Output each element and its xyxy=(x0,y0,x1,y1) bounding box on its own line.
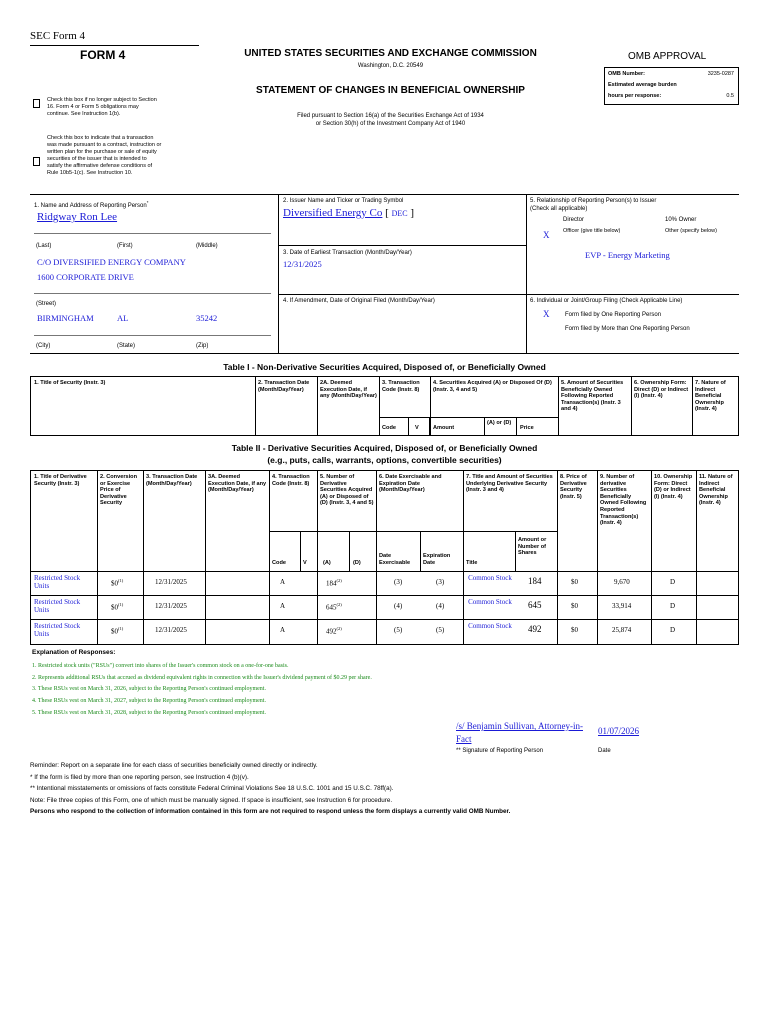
t2-col-conversion: 2. Conversion or Exercise Price of Derivative Security xyxy=(100,474,137,507)
divider xyxy=(34,293,271,294)
issuer-label: 2. Issuer Name and Ticker or Trading Symbol xyxy=(283,198,404,204)
t2-sub-code: Code xyxy=(272,560,286,566)
footer-note-double-star: ** Intentional misstatements or omissions of facts constitute Federal Criminal Violations See 18 U.S.C. 1001 and 15 U.S.C. 78ff(a). xyxy=(30,785,394,792)
section16-text: Check this box if no longer subject to Section 16. Form 4 or Form 5 obligations may continue. See Instruction 1(b). xyxy=(47,97,157,117)
t2-r1-security: Restricted Stock Units xyxy=(34,574,81,590)
table2 xyxy=(30,470,739,645)
t2-r3-price8: $0 xyxy=(571,626,578,634)
t2-col-title: 1. Title of Derivative Security (Instr. 3) xyxy=(34,474,87,487)
section16-checkbox[interactable] xyxy=(33,99,40,108)
form-title: FORM 4 xyxy=(80,48,126,62)
t2-r3-amount: 492 xyxy=(528,624,542,634)
more-person-label: Form filed by More than One Reporting Person xyxy=(565,326,690,332)
relationship-label-2: (Check all applicable) xyxy=(530,206,588,212)
sec-form-label: SEC Form 4 xyxy=(30,30,86,42)
divider xyxy=(278,245,526,246)
ten-pct-owner-label: 10% Owner xyxy=(665,217,697,223)
relationship-label-1: 5. Relationship of Reporting Person(s) to Issuer xyxy=(530,198,657,204)
t2-r2-title: Common Stock xyxy=(468,598,512,606)
reporting-person-name[interactable]: Ridgway Ron Lee xyxy=(37,211,118,223)
signature-date: 01/07/2026 xyxy=(598,726,640,736)
omb-number: 3235-0287 xyxy=(707,71,734,77)
table2-title-2: (e.g., puts, calls, warrants, options, convertible securities) xyxy=(267,455,502,465)
t2-r2-price8: $0 xyxy=(571,602,578,610)
divider xyxy=(30,353,739,354)
t2-r3-owned: 25,874 xyxy=(612,626,632,634)
footer xyxy=(30,760,510,818)
t2-col-ownership: 10. Ownership Form: Direct (D) or Indirect (I) (Instr. 4) xyxy=(654,474,693,500)
filed-pursuant-1: Filed pursuant to Section 16(a) of the Securities Exchange Act of 1934 xyxy=(297,113,484,119)
t2-r2-amount: 645 xyxy=(528,600,542,610)
t2-r2-security: Restricted Stock Units xyxy=(34,598,81,614)
commission-title: UNITED STATES SECURITIES AND EXCHANGE COMMISSION xyxy=(244,48,537,59)
explanation-title: Explanation of Responses: xyxy=(32,649,116,656)
footer-reminder: Reminder: Report on a separate line for each class of securities beneficially owned directly or indirectly. xyxy=(30,762,318,769)
omb-hours-label: hours per response: xyxy=(608,93,662,99)
first-label: (First) xyxy=(117,243,133,249)
explanation-item: 4. These RSUs vest on March 31, 2027, subject to the Reporting Person's continued employment. xyxy=(32,698,266,705)
filing-x: X xyxy=(543,309,550,319)
t2-col-exercisable: 6. Date Exercisable and Expiration Date (Month/Day/Year) xyxy=(379,474,442,494)
explanation-item: 1. Restricted stock units ("RSUs") convert into shares of the Issuer's common stock on a one-for-one basis. xyxy=(32,663,289,669)
table2-title-1: Table II - Derivative Securities Acquired, Disposed of, or Beneficially Owned xyxy=(231,443,538,453)
t2-col-number: 5. Number of Derivative Securities Acquired (A) or Disposed of (D) (Instr. 3, 4 and 5) xyxy=(320,474,374,507)
t1-col-nature: 7. Nature of Indirect Beneficial Ownership (Instr. 4) xyxy=(695,380,726,413)
t2-r2-exp: (4) xyxy=(436,602,445,610)
t2-r3-exp: (5) xyxy=(436,626,445,634)
t2-r2-code: A xyxy=(280,602,286,610)
officer-label: Officer (give title below) xyxy=(563,228,621,234)
t1-col-date: 2. Transaction Date (Month/Day/Year) xyxy=(258,380,310,393)
t1-col-ownership: 6. Ownership Form: Direct (D) or Indirect (I) (Instr. 4) xyxy=(634,380,689,400)
street-label: (Street) xyxy=(36,301,57,307)
t2-col-date: 3. Transaction Date (Month/Day/Year) xyxy=(146,474,198,487)
t2-sub-amount: Amount or Number of Shares xyxy=(518,537,547,557)
t1-sub-amount: Amount xyxy=(433,425,455,431)
omb-burden-label: Estimated average burden xyxy=(608,82,677,88)
form-title-box xyxy=(30,45,199,91)
t2-col-nature: 11. Nature of Indirect Beneficial Ownership (Instr. 4) xyxy=(699,474,733,507)
table1 xyxy=(30,376,739,436)
t2-r1-title: Common Stock xyxy=(468,574,512,582)
t1-col-securities: 4. Securities Acquired (A) or Disposed Of (D) (Instr. 3, 4 and 5) xyxy=(433,380,552,393)
issuer-name[interactable]: Diversified Energy Co xyxy=(283,207,383,219)
t2-r1-owned: 9,670 xyxy=(614,578,630,586)
earliest-date: 12/31/2025 xyxy=(283,259,322,269)
t2-r2-a: 645$^{(2)}$ xyxy=(326,602,342,612)
issuer-ticker: DEC xyxy=(391,209,408,218)
t2-r3-code: A xyxy=(280,626,286,634)
explanation-item: 3. These RSUs vest on March 31, 2026, subject to the Reporting Person's continued employment. xyxy=(32,686,266,693)
omb-number-label: OMB Number: xyxy=(608,71,645,77)
t2-r1-code: A xyxy=(280,578,286,586)
omb-hours: 0.5 xyxy=(726,93,734,99)
footer-note-copies: Note: File three copies of this Form, one of which must be manually signed. If space is insufficient, see Instruction 6 for procedure. xyxy=(30,796,393,804)
t1-col-title: 1. Title of Security (Instr. 3) xyxy=(34,380,106,386)
explanation-list xyxy=(32,661,372,720)
t1-sub-code: Code xyxy=(382,425,396,431)
t2-col-underlying: 7. Title and Amount of Securities Underlying Derivative Security (Instr. 3 and 4) xyxy=(466,474,553,494)
signature-label: ** Signature of Reporting Person xyxy=(456,748,544,754)
t2-sub-date-ex: Date Exercisable xyxy=(379,553,411,566)
t1-col-code: 3. Transaction Code (Instr. 8) xyxy=(382,380,420,393)
t2-col-price: 8. Price of Derivative Security (Instr. 5) xyxy=(560,474,587,500)
divider xyxy=(34,233,271,234)
amendment-label: 4. If Amendment, Date of Original Filed (Month/Day/Year) xyxy=(283,298,435,304)
t2-sub-v: V xyxy=(303,560,307,566)
t2-r2-price: $0$^{(1)}$ xyxy=(111,602,124,612)
address-line-2: 1600 CORPORATE DRIVE xyxy=(37,272,134,282)
city-value: BIRMINGHAM xyxy=(37,313,94,323)
filed-pursuant-2: or Section 30(h) of the Investment Company Act of 1940 xyxy=(315,121,466,127)
t2-r1-amount: 184 xyxy=(528,576,542,586)
t2-sub-title: Title xyxy=(466,560,478,566)
t2-r3-date-ex: (5) xyxy=(394,626,403,634)
signature-name: /s/ Benjamin Sullivan, Attorney-in-Fact xyxy=(456,721,583,744)
state-label: (State) xyxy=(117,343,136,349)
table1-title: Table I - Non-Derivative Securities Acquired, Disposed of, or Beneficially Owned xyxy=(223,362,546,372)
t2-col-owned: 9. Number of derivative Securities Beneficially Owned Following Reported Transaction(s) (Instr. 4) xyxy=(600,474,647,527)
t2-r1-price8: $0 xyxy=(571,578,578,586)
t2-r1-a: 184$^{(2)}$ xyxy=(326,578,342,588)
t2-r2-date-ex: (4) xyxy=(394,602,403,610)
divider xyxy=(30,194,739,195)
t2-r2-owned: 33,914 xyxy=(612,602,632,610)
t2-r1-date: 12/31/2025 xyxy=(155,578,187,586)
t2-r2-form: D xyxy=(670,602,676,610)
one-person-label: Form filed by One Reporting Person xyxy=(565,312,662,318)
t2-col-code: 4. Transaction Code (Instr. 8) xyxy=(272,474,310,487)
statement-title: STATEMENT OF CHANGES IN BENEFICIAL OWNERSHIP xyxy=(256,85,525,96)
t2-r1-price: $0$^{(1)}$ xyxy=(111,578,124,588)
t2-r2-date: 12/31/2025 xyxy=(155,602,187,610)
t2-r3-security: Restricted Stock Units xyxy=(34,622,81,638)
issuer-name-line: Diversified Energy Co [ DEC ] xyxy=(283,207,414,219)
explanation-item: 5. These RSUs vest on March 31, 2028, subject to the Reporting Person's continued employment. xyxy=(32,709,266,716)
t2-r3-title: Common Stock xyxy=(468,622,512,630)
omb-title: OMB APPROVAL xyxy=(628,51,707,62)
explanation-item: 2. Represents additional RSUs that accrued as dividend equivalent rights in connection with the Issuer's dividend payment of $0.29 per share. xyxy=(32,674,372,681)
t2-r1-form: D xyxy=(670,578,676,586)
t1-sub-aord: (A) or (D) xyxy=(487,420,512,426)
t2-sub-exp: Expiration Date xyxy=(423,553,451,566)
t2-r1-date-ex: (3) xyxy=(394,578,403,586)
location: Washington, D.C. 20549 xyxy=(357,63,424,69)
t2-col-deemed: 3A. Deemed Execution Date, if any (Month/Day/Year) xyxy=(208,474,267,494)
t2-r3-form: D xyxy=(670,626,676,634)
officer-title: EVP - Energy Marketing xyxy=(585,250,670,260)
rule-10b5-checkbox[interactable] xyxy=(33,157,40,166)
zip-label: (Zip) xyxy=(196,343,209,349)
last-label: (Last) xyxy=(36,243,52,249)
date-label: Date xyxy=(598,748,611,754)
zip-value: 35242 xyxy=(196,313,218,323)
t2-r1-exp: (3) xyxy=(436,578,445,586)
t1-sub-price: Price xyxy=(520,425,534,431)
divider xyxy=(34,335,271,336)
earliest-date-label: 3. Date of Earliest Transaction (Month/Day/Year) xyxy=(283,250,412,256)
filing-label: 6. Individual or Joint/Group Filing (Check Applicable Line) xyxy=(530,298,683,304)
divider xyxy=(526,194,527,353)
t1-col-deemed: 2A. Deemed Execution Date, if any (Month/Day/Year) xyxy=(320,380,377,400)
t1-sub-v: V xyxy=(415,425,419,431)
state-value: AL xyxy=(117,313,129,323)
city-label: (City) xyxy=(36,343,51,349)
t2-r3-price: $0$^{(1)}$ xyxy=(111,626,124,636)
omb-box xyxy=(604,67,739,105)
t1-col-amount: 5. Amount of Securities Beneficially Owned Following Reported Transaction(s) (Instr. 3 and 4) xyxy=(561,380,624,413)
reporting-person-label: 1. Name and Address of Reporting Person* xyxy=(34,200,149,209)
footer-omb-note: Persons who respond to the collection of information contained in this form are not required to respond unless the form displays a currently valid OMB Number. xyxy=(30,808,511,815)
t2-sub-d: (D) xyxy=(353,560,361,566)
t2-r3-a: 492$^{(2)}$ xyxy=(326,626,342,636)
divider xyxy=(278,194,279,353)
middle-label: (Middle) xyxy=(196,243,218,249)
officer-x: X xyxy=(543,230,550,240)
t2-sub-a: (A) xyxy=(323,560,331,566)
divider xyxy=(278,294,739,295)
t2-r3-date: 12/31/2025 xyxy=(155,626,187,634)
address-line-1: C/O DIVERSIFIED ENERGY COMPANY xyxy=(37,257,186,267)
footer-note-star: * If the form is filed by more than one reporting person, see Instruction 4 (b)(v). xyxy=(30,773,249,781)
director-label: Director xyxy=(563,217,585,223)
rule-10b5-text: Check this box to indicate that a transaction was made pursuant to a contract, instruction or written plan for the purchase or sale of equity securities of the issuer that is intended to satisfy the affirmative defense conditions of Rule 10b5-1(c). See Instruction 10. xyxy=(47,135,162,176)
other-label: Other (specify below) xyxy=(665,228,717,234)
